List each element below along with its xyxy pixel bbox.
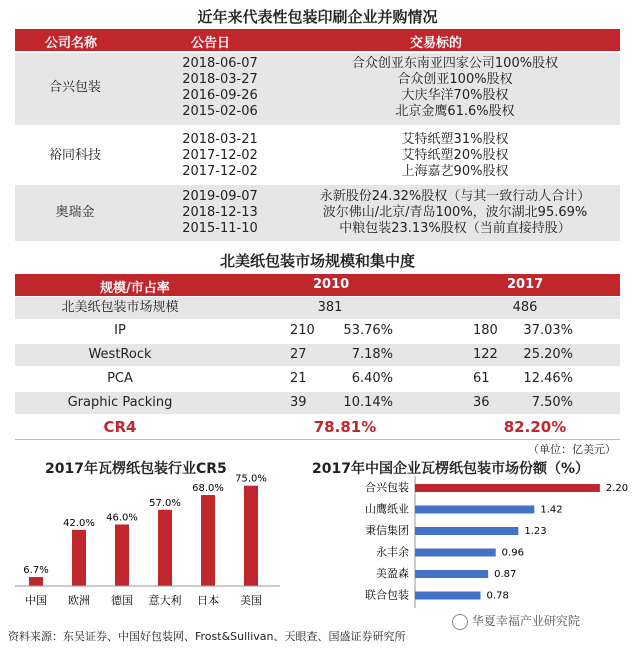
- value-2017: 180: [473, 323, 498, 338]
- data-label: 68.0%: [192, 483, 224, 495]
- share-2010: 53.76%: [343, 323, 393, 338]
- value-2017: 36: [473, 395, 490, 410]
- header-date: 公告日: [191, 36, 231, 51]
- data-label: 6.7%: [23, 565, 49, 577]
- bar: [415, 592, 481, 600]
- tick-label: 欧洲: [68, 594, 90, 607]
- row-name: WestRock: [88, 347, 152, 362]
- watermark: [452, 612, 580, 630]
- row-name: PCA: [107, 371, 133, 386]
- market-size-row: [15, 297, 620, 319]
- date-list: 2019-09-07 2018-12-13 2015-11-10: [182, 189, 258, 236]
- share-2017: 7.50%: [531, 395, 573, 410]
- tick-label: 秉信集团: [365, 524, 409, 537]
- table2-title: 北美纸包装市场规模和集中度: [219, 252, 415, 270]
- tick-label: 山鹰纸业: [365, 502, 409, 516]
- data-label: 1.23: [524, 526, 547, 537]
- tick-label: 德国: [111, 594, 133, 607]
- cr4-row: [15, 416, 620, 438]
- share-2010: 6.40%: [351, 371, 393, 386]
- date-list: 2018-06-07 2018-03-27 2016-09-26 2015-02-06: [182, 56, 258, 119]
- data-label: 2.20: [605, 483, 629, 494]
- chart1-title: 2017年瓦楞纸包装行业CR5: [45, 461, 227, 477]
- bar: [415, 527, 518, 535]
- value-2010: 21: [290, 371, 307, 386]
- tick-label: 联合包装: [365, 588, 409, 602]
- bar: [415, 484, 600, 492]
- deal-list: 合众创亚东南亚四家公司100%股权 合众创亚100%股权 大庆华洋70%股权 北京金鹰61.6%股权: [351, 56, 559, 119]
- wechat-icon: [452, 614, 468, 630]
- market-label: 北美纸包装市场规模: [61, 300, 179, 315]
- company-name: 合兴包装: [48, 80, 101, 95]
- value-2010: 210: [290, 323, 315, 338]
- divider: [15, 439, 620, 440]
- value-2010: 27: [290, 347, 307, 362]
- header-2017: 2017: [507, 277, 544, 292]
- share-bar-chart: [305, 476, 629, 611]
- share-2010: 10.14%: [343, 395, 393, 410]
- chart2-title: 2017年中国企业瓦楞纸包装市场份额（%）: [312, 461, 589, 477]
- value-2017: 61: [473, 371, 490, 386]
- tick-label: 永丰余: [376, 545, 409, 559]
- company-name: 裕同科技: [48, 148, 101, 163]
- cr4-2017: 82.20%: [503, 418, 567, 436]
- header-2010: 2010: [313, 277, 350, 292]
- market-2017: 486: [512, 300, 538, 315]
- data-label: 0.78: [486, 590, 509, 602]
- share-2017: 12.46%: [523, 371, 573, 386]
- data-label: 75.0%: [235, 473, 267, 485]
- value-2017: 122: [473, 347, 498, 362]
- cr4-2010: 78.81%: [313, 418, 377, 436]
- row-name: Graphic Packing: [67, 395, 173, 410]
- data-label: 1.42: [540, 504, 563, 516]
- tick-label: 美国: [240, 594, 262, 607]
- value-2010: 39: [290, 395, 307, 410]
- share-2010: 7.18%: [351, 347, 393, 362]
- bar: [415, 506, 534, 514]
- table1-header: [15, 29, 620, 51]
- data-label: 57.0%: [149, 497, 181, 509]
- cr5-bar-chart: [15, 468, 285, 618]
- table2-header: [15, 274, 620, 296]
- bar: [72, 530, 86, 586]
- table-row: [15, 368, 620, 390]
- bar: [115, 524, 129, 586]
- cr4-label: CR4: [103, 418, 137, 436]
- data-label: 0.96: [501, 547, 524, 559]
- tick-label: 日本: [197, 594, 219, 607]
- header-deal: 交易标的: [410, 36, 463, 51]
- company-name: 奥瑞金: [55, 205, 95, 220]
- data-label: 46.0%: [106, 512, 138, 524]
- unit-note: （单位：亿美元）: [528, 443, 616, 456]
- tick-label: 合兴包装: [365, 481, 409, 494]
- header-scale: 规模/市占率: [100, 281, 170, 296]
- share-2017: 25.20%: [523, 347, 573, 362]
- share-2017: 37.03%: [523, 323, 573, 338]
- bar: [415, 549, 496, 557]
- source-note: 资料来源：东吴证券、中国好包装网、Frost&Sullivan、天眼查、国盛证券研究所: [8, 630, 406, 643]
- market-2010: 381: [317, 300, 343, 315]
- data-label: 42.0%: [63, 517, 95, 529]
- table1-title: 近年来代表性包装印刷企业并购情况: [197, 8, 438, 26]
- row-name: IP: [114, 323, 126, 338]
- header-company: 公司名称: [45, 36, 98, 51]
- tick-label: 意大利: [148, 594, 182, 607]
- table-row: [15, 392, 620, 414]
- data-label: 0.87: [494, 569, 517, 580]
- deal-list: 艾特纸塑31%股权 艾特纸塑20%股权 上海嘉艺90%股权: [401, 132, 509, 179]
- watermark-text: 华夏幸福产业研究院: [471, 614, 580, 628]
- tick-label: 中国: [25, 594, 47, 607]
- deal-list: 永新股份24.32%股权（与其一致行动人合计） 波尔佛山/北京/青岛100%，波尔湖北95.69% 中粮包装23.13%股权（当前直接持股）: [319, 189, 591, 236]
- bar: [29, 577, 43, 586]
- bar: [244, 486, 258, 586]
- bar: [158, 510, 172, 586]
- bar: [415, 570, 488, 578]
- table-row: [15, 344, 620, 366]
- bar: [201, 495, 215, 586]
- table-row: [15, 320, 620, 342]
- date-list: 2018-03-21 2017-12-02 2017-12-02: [182, 132, 258, 179]
- tick-label: 美盈森: [376, 567, 409, 580]
